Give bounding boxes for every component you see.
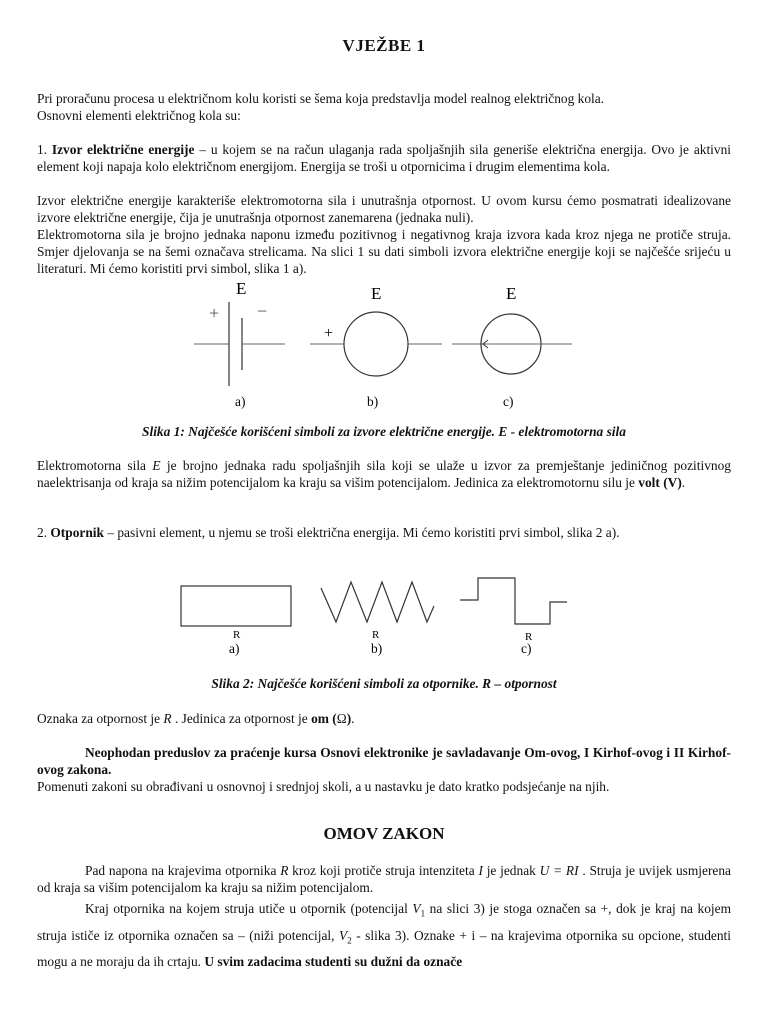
- emf-unit: volt (V): [638, 475, 682, 490]
- ohm-p2-b: na slici 3) je stoga označen sa +, dok je kraj na kojem struja ističe iz otpornika označen sa – (niži potencijal,: [37, 901, 732, 943]
- item2-term: Otpornik: [50, 525, 104, 540]
- ohm-v1: V: [412, 901, 421, 916]
- page-title: VJEŽBE 1: [342, 36, 426, 55]
- resistor-symbol-c: [460, 578, 567, 656]
- ohm-p2-bold: U svim zadacima studenti su dužni da označe: [204, 954, 463, 970]
- section-title-ohms-law: OMOV ZAKON: [323, 824, 445, 843]
- resistance-pre: Oznaka za otpornost je: [37, 711, 164, 726]
- source-symbol-a: [194, 279, 285, 409]
- resistance-unit: om (: [311, 711, 337, 726]
- intro-paragraph: [37, 90, 731, 124]
- figure-1-caption: Slika 1: Najčešće korišćeni simboli za izvore električne energije. E - elektromotorna sila: [142, 424, 626, 439]
- resistance-mid: . Jedinica za otpornost je: [171, 711, 312, 726]
- emf-symbol: E: [152, 458, 161, 473]
- emf-label-c: E: [506, 284, 517, 303]
- ohm-equation: U = RI: [539, 863, 579, 878]
- item1-term: Izvor električne energije: [51, 142, 195, 157]
- plus-sign-b: +: [324, 325, 334, 342]
- ohm-paragraph-2: [37, 898, 731, 972]
- ohm-p1-i: I: [478, 863, 483, 878]
- label-b: b): [371, 641, 383, 656]
- ohm-p1-pre: Pad napona na krajevima otpornika: [85, 863, 281, 878]
- item1-paragraph-3: Elektromotorna sila je brojno jednaka naponu između pozitivnog i negativnog kraja izvora kada kroz njega ne protiče struja. Smjer djelovanja se na šemi označava strelicama. Na slici 1 su dati simboli izvora električne energije koji se najčešće srijeću u literaturi. Mi ćemo koristiti prvi simbol, slika 1 a).: [37, 227, 731, 276]
- ohm-p1-mid: kroz koji protiče struja intenziteta: [288, 863, 479, 878]
- item1-paragraph: [37, 141, 731, 175]
- prerequisite-text: Pomenuti zakoni su obrađivani u osnovnoj i srednjoj skoli, a u nastavku je dato kratko podsjećanje na njih.: [37, 779, 610, 794]
- figure-2-resistor-symbols: [37, 570, 731, 662]
- item2-paragraph: [37, 524, 731, 541]
- resistance-end: .: [351, 711, 355, 726]
- item1-text: – u kojem se na račun ulaganja rada spoljašnjih sila generiše električna energija. Ovo je aktivni element koji napaja kolo električnom energijom. Energija se troši u otpornicima i drugim elementima kola.: [37, 142, 732, 174]
- item1-number: 1.: [37, 142, 52, 157]
- intro-line-2: Osnovni elementi električnog kola su:: [37, 108, 241, 123]
- omega-symbol: Ω: [336, 711, 347, 726]
- emf-paragraph: [37, 457, 731, 491]
- ohm-p1-end: . Struja je uvijek usmjerena od kraja sa višim potencijalom ka kraju sa nižim potencijalom.: [37, 863, 731, 895]
- ohm-v1-sub: 1: [420, 908, 426, 919]
- source-symbol-c: [452, 284, 572, 409]
- resistance-line: [37, 710, 731, 727]
- prerequisite-bold: Neophodan preduslov za praćenje kursa Osnovi elektronike je savladavanje Om-ovog, I Kirhof-ovog i II Kirhof-ovog zakona.: [37, 745, 731, 777]
- r-label-b: R: [372, 629, 380, 641]
- source-symbol-b: [310, 284, 442, 409]
- minus-sign-a: −: [257, 301, 268, 321]
- plus-sign-a: +: [209, 303, 220, 323]
- emf-mid: je brojno jednaka radu spoljašnjih sila koji se ulaže u izvor za premještanje jediničnog pozitivnog naelektrisanja od kraja sa nižim potencijalom ka kraju sa višim potencijalom. Jedinica za elektromotornu silu je: [37, 458, 731, 490]
- emf-end: .: [681, 475, 686, 490]
- label-c: c): [503, 394, 514, 409]
- emf-label-b: E: [371, 284, 382, 303]
- item2-text: – pasivni element, u njemu se troši električna energija. Mi ćemo koristiti prvi simbol, slika 2 a).: [103, 525, 620, 540]
- ohm-v2: V: [339, 927, 348, 943]
- ohm-p2-c: - slika 3). Oznake + i – na krajevima otpornika su opcione, studenti mogu a ne moraju da ih crtaju.: [37, 927, 731, 970]
- prerequisite-paragraph: [37, 744, 731, 795]
- intro-line-1: Pri proračunu procesa u električnom kolu koristi se šema koja predstavlja model realnog električnog kola.: [37, 91, 605, 106]
- label-b: b): [367, 394, 379, 409]
- emf-pre: Elektromotorna sila: [37, 458, 153, 473]
- figure-1-source-symbols: [37, 276, 731, 416]
- label-a: a): [229, 641, 240, 656]
- label-a: a): [235, 394, 246, 409]
- resistance-symbol: R: [163, 711, 172, 726]
- ohm-p1-r: R: [280, 863, 289, 878]
- ohm-p2-a: Kraj otpornika na kojem struja utiče u otpornik (potencijal: [85, 901, 413, 916]
- r-label-c: R: [525, 631, 533, 643]
- item1-paragraph-2: Izvor električne energije karakteriše elektromotorna sila i unutrašnja otpornost. U ovom kursu ćemo posmatrati idealizovane izvore električne energije, čija je unutrašnja otpornost zanemarena (jednaka nuli).: [37, 193, 731, 225]
- emf-label-a: E: [236, 279, 247, 298]
- item2-number: 2.: [37, 525, 51, 540]
- ohm-v2-sub: 2: [347, 935, 352, 946]
- label-c: c): [521, 641, 532, 656]
- ohm-paragraph-1: [37, 862, 731, 896]
- resistance-close: ): [346, 711, 352, 726]
- resistor-symbol-a: [181, 586, 291, 656]
- r-label-a: R: [233, 629, 241, 641]
- ohm-p1-mid2: je jednak: [482, 863, 540, 878]
- resistor-symbol-b: [321, 582, 434, 656]
- figure-2-caption: Slika 2: Najčešće korišćeni simboli za otpornike. R – otpornost: [211, 676, 557, 691]
